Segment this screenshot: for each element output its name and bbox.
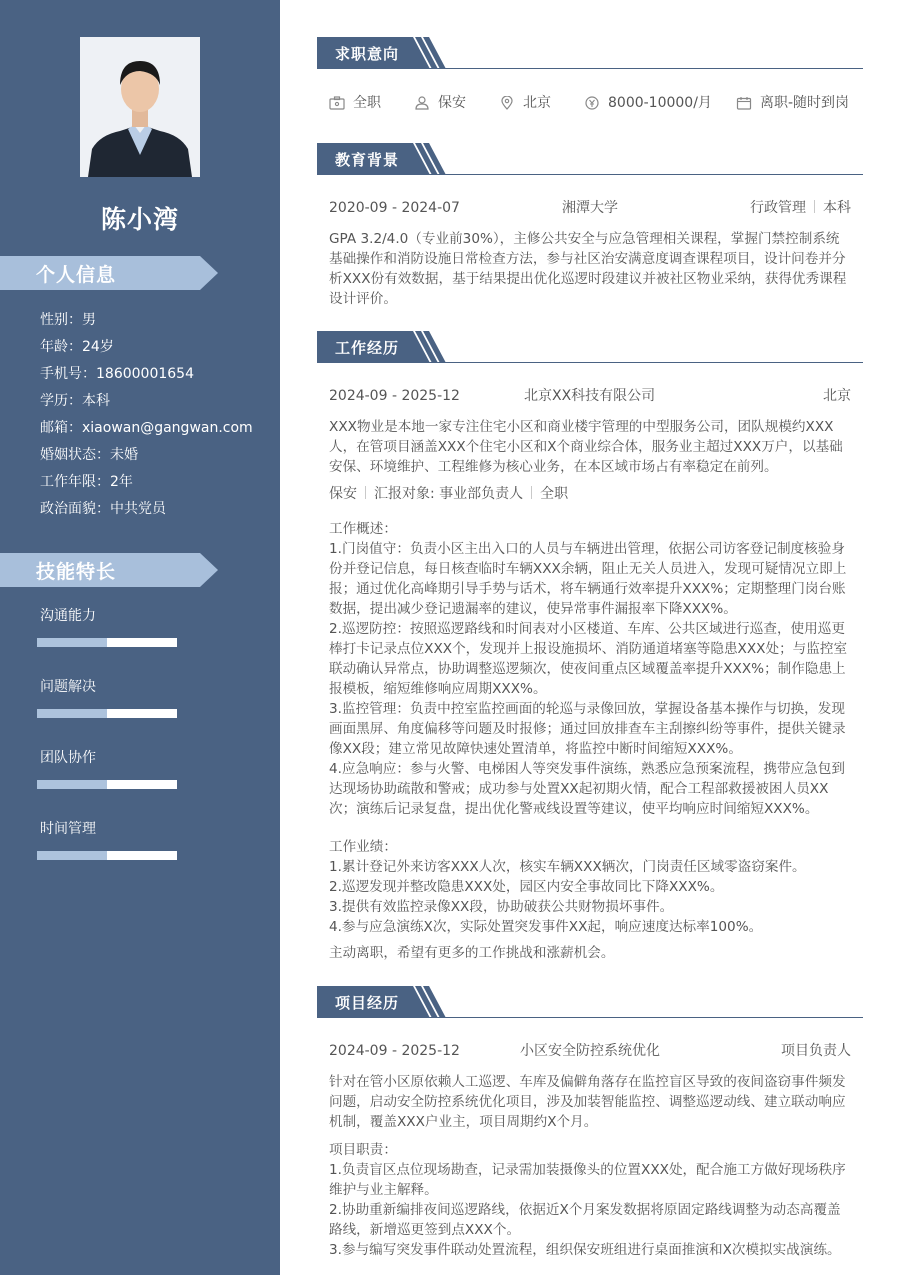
divider — [814, 200, 815, 213]
work-tags-row — [329, 483, 851, 505]
work-achievement-item: 1.累计登记外来访客XXX人次，核实车辆XXX辆次，门岗责任区域零盗窃案件。 — [329, 859, 806, 875]
info-political: 政治面貌：中共党员 — [40, 501, 166, 517]
candidate-name: 陈小湾 — [100, 205, 179, 234]
work-leave-reason: 主动离职，希望有更多的工作挑战和涨薪机会。 — [329, 945, 615, 961]
skill-item — [37, 606, 177, 677]
info-email: 邮箱：xiaowan@gangwan.com — [40, 420, 253, 436]
education-major-degree — [750, 197, 851, 219]
yen-coin-icon — [584, 96, 600, 110]
education-description-text: GPA 3.2/4.0（专业前30%），主修公共安全与应急管理相关课程，掌握门禁控制系统基础操作和消防设施日常检查方法，参与社区治安满意度调查课程项目，设计问卷并分析XXX份有效数据，基于结果提出优化巡逻时段建议并被社区物业采纳，获得优秀课程设计评价。 — [329, 231, 847, 307]
work-overview-item: 4.应急响应：参与火警、电梯困人等突发事件演练，熟悉应急预案流程，携带应急包到达现场协助疏散和警戒；成功参与处置XX起初期火情，配合工程部救援被困人员XX次；演练后记录复盘，提出优化警戒线设置等建议，使平均响应时间缩短XXX%。 — [329, 761, 845, 817]
work-city: 北京 — [823, 388, 851, 404]
personal-info-heading — [0, 256, 218, 290]
work-overview-item: 1.门岗值守：负责小区主出入口的人员与车辆进出管理，依据公司访客登记制度核验身份并登记信息，每日核查临时车辆XXX余辆，阻止无关人员进入，发现可疑情况立即上报；通过优化高峰期引导手势与话术，将车辆通行效率提升XXX%；定期整理门岗台账数据，提出减少登记遗漏率的建议，使异常事件漏报率下降XXX%。 — [329, 541, 847, 617]
education-degree: 本科 — [823, 200, 851, 216]
info-phone: 手机号：18600001654 — [40, 366, 194, 382]
work-achievements — [329, 837, 851, 963]
user-icon — [414, 96, 430, 110]
skill-item — [37, 677, 177, 748]
project-description-text: 针对在管小区原依赖人工巡逻、车库及偏僻角落存在监控盲区导致的夜间盗窃事件频发问题，启动安全防控系统优化项目，涉及加装智能监控、调整巡逻动线、建立联动响应机制，覆盖XXX户业主，项目周期约X个月。 — [329, 1074, 846, 1130]
education-row — [329, 197, 851, 219]
project-role: 项目负责人 — [781, 1043, 851, 1059]
project-title: 项目经历 — [335, 994, 400, 1012]
work-company: 北京XX科技有限公司 — [524, 388, 656, 404]
work-achievement-item: 3.提供有效监控录像XX段，协助破获公共财物损坏事件。 — [329, 899, 674, 915]
skill-bar — [37, 851, 177, 860]
education-description — [329, 229, 851, 309]
intent-salary-text: 8000-10000/月 — [608, 95, 712, 111]
project-description — [329, 1072, 851, 1132]
info-experience-years: 工作年限：2年 — [40, 474, 133, 490]
personal-info-list — [40, 309, 275, 525]
skills-heading — [0, 553, 218, 587]
section-heading-education — [317, 143, 863, 175]
education-period: 2020-09 - 2024-07 — [329, 200, 460, 216]
job-intent-row — [329, 92, 859, 114]
work-overview-item: 2.巡逻防控：按照巡逻路线和时间表对小区楼道、车库、公共区域进行巡查，使用巡更棒打卡记录点位XXX个，发现并上报设施损坏、消防通道堵塞等隐患XXX处；与监控室联动确认异常点，协助调整巡逻频次，使夜间重点区域覆盖率提升XXX%；制作隐患上报模板，缩短维修响应周期XXX%。 — [329, 621, 848, 697]
work-overview-title: 工作概述： — [329, 521, 397, 537]
education-major: 行政管理 — [750, 200, 806, 216]
intent-city-text: 北京 — [523, 95, 551, 111]
info-age: 年龄：24岁 — [40, 339, 114, 355]
project-duties — [329, 1140, 851, 1260]
intent-availability-text: 离职-随时到岗 — [760, 95, 850, 111]
project-row — [329, 1040, 851, 1062]
work-tags — [329, 483, 568, 505]
project-duty-item: 2.协助重新编排夜间巡逻路线，依据近X个月案发数据将原固定路线调整为动态高覆盖路线，新增巡更签到点XXX个。 — [329, 1202, 841, 1238]
project-period: 2024-09 - 2025-12 — [329, 1043, 460, 1059]
work-title: 工作经历 — [335, 339, 400, 357]
skill-label: 沟通能力 — [40, 608, 96, 624]
section-heading-project — [317, 986, 863, 1018]
personal-info-title: 个人信息 — [36, 264, 117, 286]
intent-job-type-text: 全职 — [353, 95, 381, 111]
project-duties-title: 项目职责： — [329, 1142, 397, 1158]
skill-bar — [37, 709, 177, 718]
briefcase-icon — [329, 96, 345, 110]
job-intent-title: 求职意向 — [335, 45, 400, 63]
section-heading-job-intent — [317, 37, 863, 69]
work-overview — [329, 519, 851, 819]
project-duty-item: 1.负责盲区点位现场勘查，记录需加装摄像头的位置XXX处，配合施工方做好现场秩序维护与业主解释。 — [329, 1162, 846, 1198]
intent-position-text: 保安 — [438, 95, 466, 111]
skill-bar — [37, 780, 177, 789]
skills-list — [37, 606, 177, 890]
divider — [531, 486, 532, 499]
skill-item — [37, 819, 177, 890]
skill-bar-fill — [37, 780, 107, 789]
section-heading-work — [317, 331, 863, 363]
skill-label: 团队协作 — [40, 750, 96, 766]
skill-bar-fill — [37, 709, 107, 718]
info-gender: 性别：男 — [40, 312, 96, 328]
education-school: 湘潭大学 — [562, 200, 618, 216]
work-row — [329, 385, 851, 407]
skill-bar — [37, 638, 177, 647]
work-tag-role: 保安 — [329, 486, 357, 502]
work-achievement-item: 2.巡逻发现并整改隐患XXX处，园区内安全事故同比下降XXX%。 — [329, 879, 724, 895]
education-title: 教育背景 — [335, 151, 400, 169]
intent-salary — [584, 92, 712, 114]
info-education: 学历：本科 — [40, 393, 110, 409]
skill-item — [37, 748, 177, 819]
work-company-description-text: XXX物业是本地一家专注住宅小区和商业楼宇管理的中型服务公司，团队规模约XXX人，在管项目涵盖XXX个住宅小区和X个商业综合体，服务业主超过XXX万户，以基础安保、环境维护、工程维修为核心业务，在本区域市场占有率稳定在前列。 — [329, 419, 843, 475]
work-achievements-title: 工作业绩： — [329, 839, 397, 855]
intent-position — [414, 92, 466, 114]
intent-availability — [736, 92, 849, 114]
work-overview-item: 3.监控管理：负责中控室监控画面的轮巡与录像回放，掌握设备基本操作与切换，发现画面黑屏、角度偏移等问题及时报修；通过回放排查车主刮擦纠纷等事件，提供关键录像XX段；建立常见故障快速处置清单，将监控中断时间缩短XXX%。 — [329, 701, 846, 757]
work-period: 2024-09 - 2025-12 — [329, 388, 460, 404]
divider — [365, 486, 366, 499]
skill-bar-fill — [37, 851, 107, 860]
skill-label: 问题解决 — [40, 679, 96, 695]
info-marital: 婚姻状态：未婚 — [40, 447, 138, 463]
calendar-icon — [736, 96, 752, 110]
work-achievement-item: 4.参与应急演练X次，实际处置突发事件XX起，响应速度达标率100%。 — [329, 919, 763, 935]
profile-photo — [80, 37, 200, 177]
work-tag-type: 全职 — [540, 486, 569, 502]
intent-city — [499, 92, 551, 114]
sidebar — [0, 0, 280, 1275]
skills-title: 技能特长 — [36, 561, 117, 583]
work-tag-report: 汇报对象: 事业部负责人 — [374, 486, 524, 502]
skill-bar-fill — [37, 638, 107, 647]
person-portrait-icon — [80, 37, 200, 177]
location-pin-icon — [499, 96, 515, 110]
project-duty-item: 3.参与编写突发事件联动处置流程，组织保安班组进行桌面推演和X次模拟实战演练。 — [329, 1242, 841, 1258]
intent-job-type — [329, 92, 381, 114]
work-company-description — [329, 417, 851, 477]
skill-label: 时间管理 — [40, 821, 96, 837]
project-name: 小区安全防控系统优化 — [520, 1043, 660, 1059]
